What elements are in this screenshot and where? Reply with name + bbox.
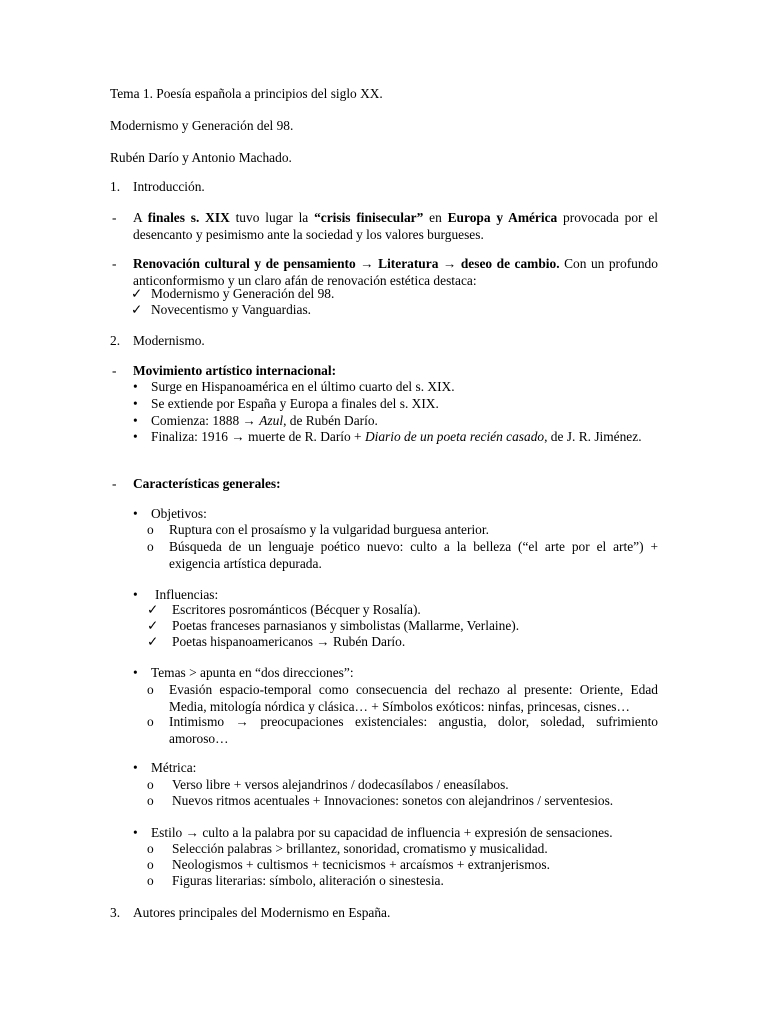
- doc-title: Tema 1. Poesía española a principios del siglo XX.: [110, 86, 383, 101]
- list-item: Ruptura con el prosaísmo y la vulgaridad burguesa anterior.: [169, 522, 489, 537]
- list-item: Modernismo y Generación del 98.: [151, 286, 335, 301]
- circle-marker: o: [147, 714, 154, 729]
- doc-authors: Rubén Darío y Antonio Machado.: [110, 150, 292, 165]
- arrow-icon: →: [242, 413, 256, 428]
- subsection-heading: Movimiento artístico internacional:: [133, 363, 337, 378]
- section-heading: Introducción.: [133, 179, 205, 194]
- bullet-marker: •: [133, 396, 138, 411]
- circle-marker: o: [147, 539, 154, 554]
- check-icon: ✓: [131, 302, 143, 317]
- list-item: Búsqueda de un lenguaje poético nuevo: culto a la belleza (“el arte por el arte”) + exigencia artística depurada.: [169, 539, 658, 571]
- list-item: Neologismos + cultismos + tecnicismos + arcaísmos + extranjerismos.: [172, 857, 550, 872]
- section-heading: Autores principales del Modernismo en España.: [133, 905, 391, 920]
- list-item: Comienza: 1888 → Azul, de Rubén Darío.: [151, 413, 378, 428]
- list-item: Figuras literarias: símbolo, aliteración o sinestesia.: [172, 873, 444, 888]
- list-item: Intimismo → preocupaciones existenciales: angustia, dolor, soledad, sufrimiento amoroso…: [169, 714, 658, 746]
- list-item: Finaliza: 1916 → muerte de R. Darío + Diario de un poeta recién casado, de J. R. Jiménez.: [151, 429, 642, 444]
- group-label: Objetivos:: [151, 506, 207, 521]
- list-item: Poetas hispanoamericanos → Rubén Darío.: [172, 634, 406, 649]
- arrow-icon: →: [360, 256, 374, 271]
- check-icon: ✓: [147, 634, 159, 649]
- list-item: Poetas franceses parnasianos y simbolistas (Mallarme, Verlaine).: [172, 618, 520, 633]
- dash-marker: -: [112, 363, 117, 378]
- section-number: 3.: [110, 905, 121, 920]
- list-item: Evasión espacio-temporal como consecuencia del rechazo al presente: Oriente, Edad Media, mitología nórdica y clásica… + Símbolos exóticos: ninfas, princesas, cisnes…: [169, 682, 658, 714]
- check-icon: ✓: [131, 286, 143, 301]
- dash-marker: -: [112, 256, 117, 271]
- bullet-marker: •: [133, 379, 138, 394]
- circle-marker: o: [147, 522, 154, 537]
- list-item: Nuevos ritmos acentuales + Innovaciones: sonetos con alejandrinos / serventesios.: [172, 793, 614, 808]
- group-label: Métrica:: [151, 760, 197, 775]
- section-heading: Modernismo.: [133, 333, 205, 348]
- arrow-icon: →: [231, 429, 245, 444]
- bullet-marker: •: [133, 760, 138, 775]
- group-label: Temas > apunta en “dos direcciones”:: [151, 665, 354, 680]
- arrow-icon: →: [442, 256, 457, 271]
- list-item: Se extiende por España y Europa a finales del s. XIX.: [151, 396, 439, 411]
- list-item: Novecentismo y Vanguardias.: [151, 302, 312, 317]
- bullet-marker: •: [133, 587, 138, 602]
- arrow-icon: →: [316, 634, 330, 649]
- dash-marker: -: [112, 476, 117, 491]
- intro-paragraph: A finales s. XIX tuvo lugar la “crisis finisecular” en Europa y América provocada por el desencanto y pesimismo ante la sociedad y los valores burgueses.: [133, 210, 658, 242]
- circle-marker: o: [147, 793, 154, 808]
- bullet-marker: •: [133, 429, 138, 444]
- check-icon: ✓: [147, 618, 159, 633]
- circle-marker: o: [147, 873, 154, 888]
- list-item: Selección palabras > brillantez, sonoridad, cromatismo y musicalidad.: [172, 841, 548, 856]
- group-label: Estilo → culto a la palabra por su capacidad de influencia + expresión de sensaciones.: [151, 825, 613, 840]
- section-number: 1.: [110, 179, 121, 194]
- circle-marker: o: [147, 777, 154, 792]
- circle-marker: o: [147, 857, 154, 872]
- renovation-paragraph: Renovación cultural y de pensamiento → Literatura → deseo de cambio. Con un profundo anticonformismo y un claro afán de renovación estética destaca:: [133, 256, 658, 288]
- list-item: Verso libre + versos alejandrinos / dodecasílabos / eneasílabos.: [172, 777, 509, 792]
- circle-marker: o: [147, 682, 154, 697]
- circle-marker: o: [147, 841, 154, 856]
- list-item: Surge en Hispanoamérica en el último cuarto del s. XIX.: [151, 379, 455, 394]
- check-icon: ✓: [147, 602, 159, 617]
- bullet-marker: •: [133, 665, 138, 680]
- subsection-heading: Características generales:: [133, 476, 281, 491]
- bullet-marker: •: [133, 825, 138, 840]
- group-label: Influencias:: [155, 587, 219, 602]
- arrow-icon: →: [235, 714, 249, 729]
- bullet-marker: •: [133, 413, 138, 428]
- doc-subtitle: Modernismo y Generación del 98.: [110, 118, 294, 133]
- bullet-marker: •: [133, 506, 138, 521]
- section-number: 2.: [110, 333, 121, 348]
- arrow-icon: →: [185, 825, 199, 840]
- list-item: Escritores posrománticos (Bécquer y Rosalía).: [172, 602, 421, 617]
- dash-marker: -: [112, 210, 117, 225]
